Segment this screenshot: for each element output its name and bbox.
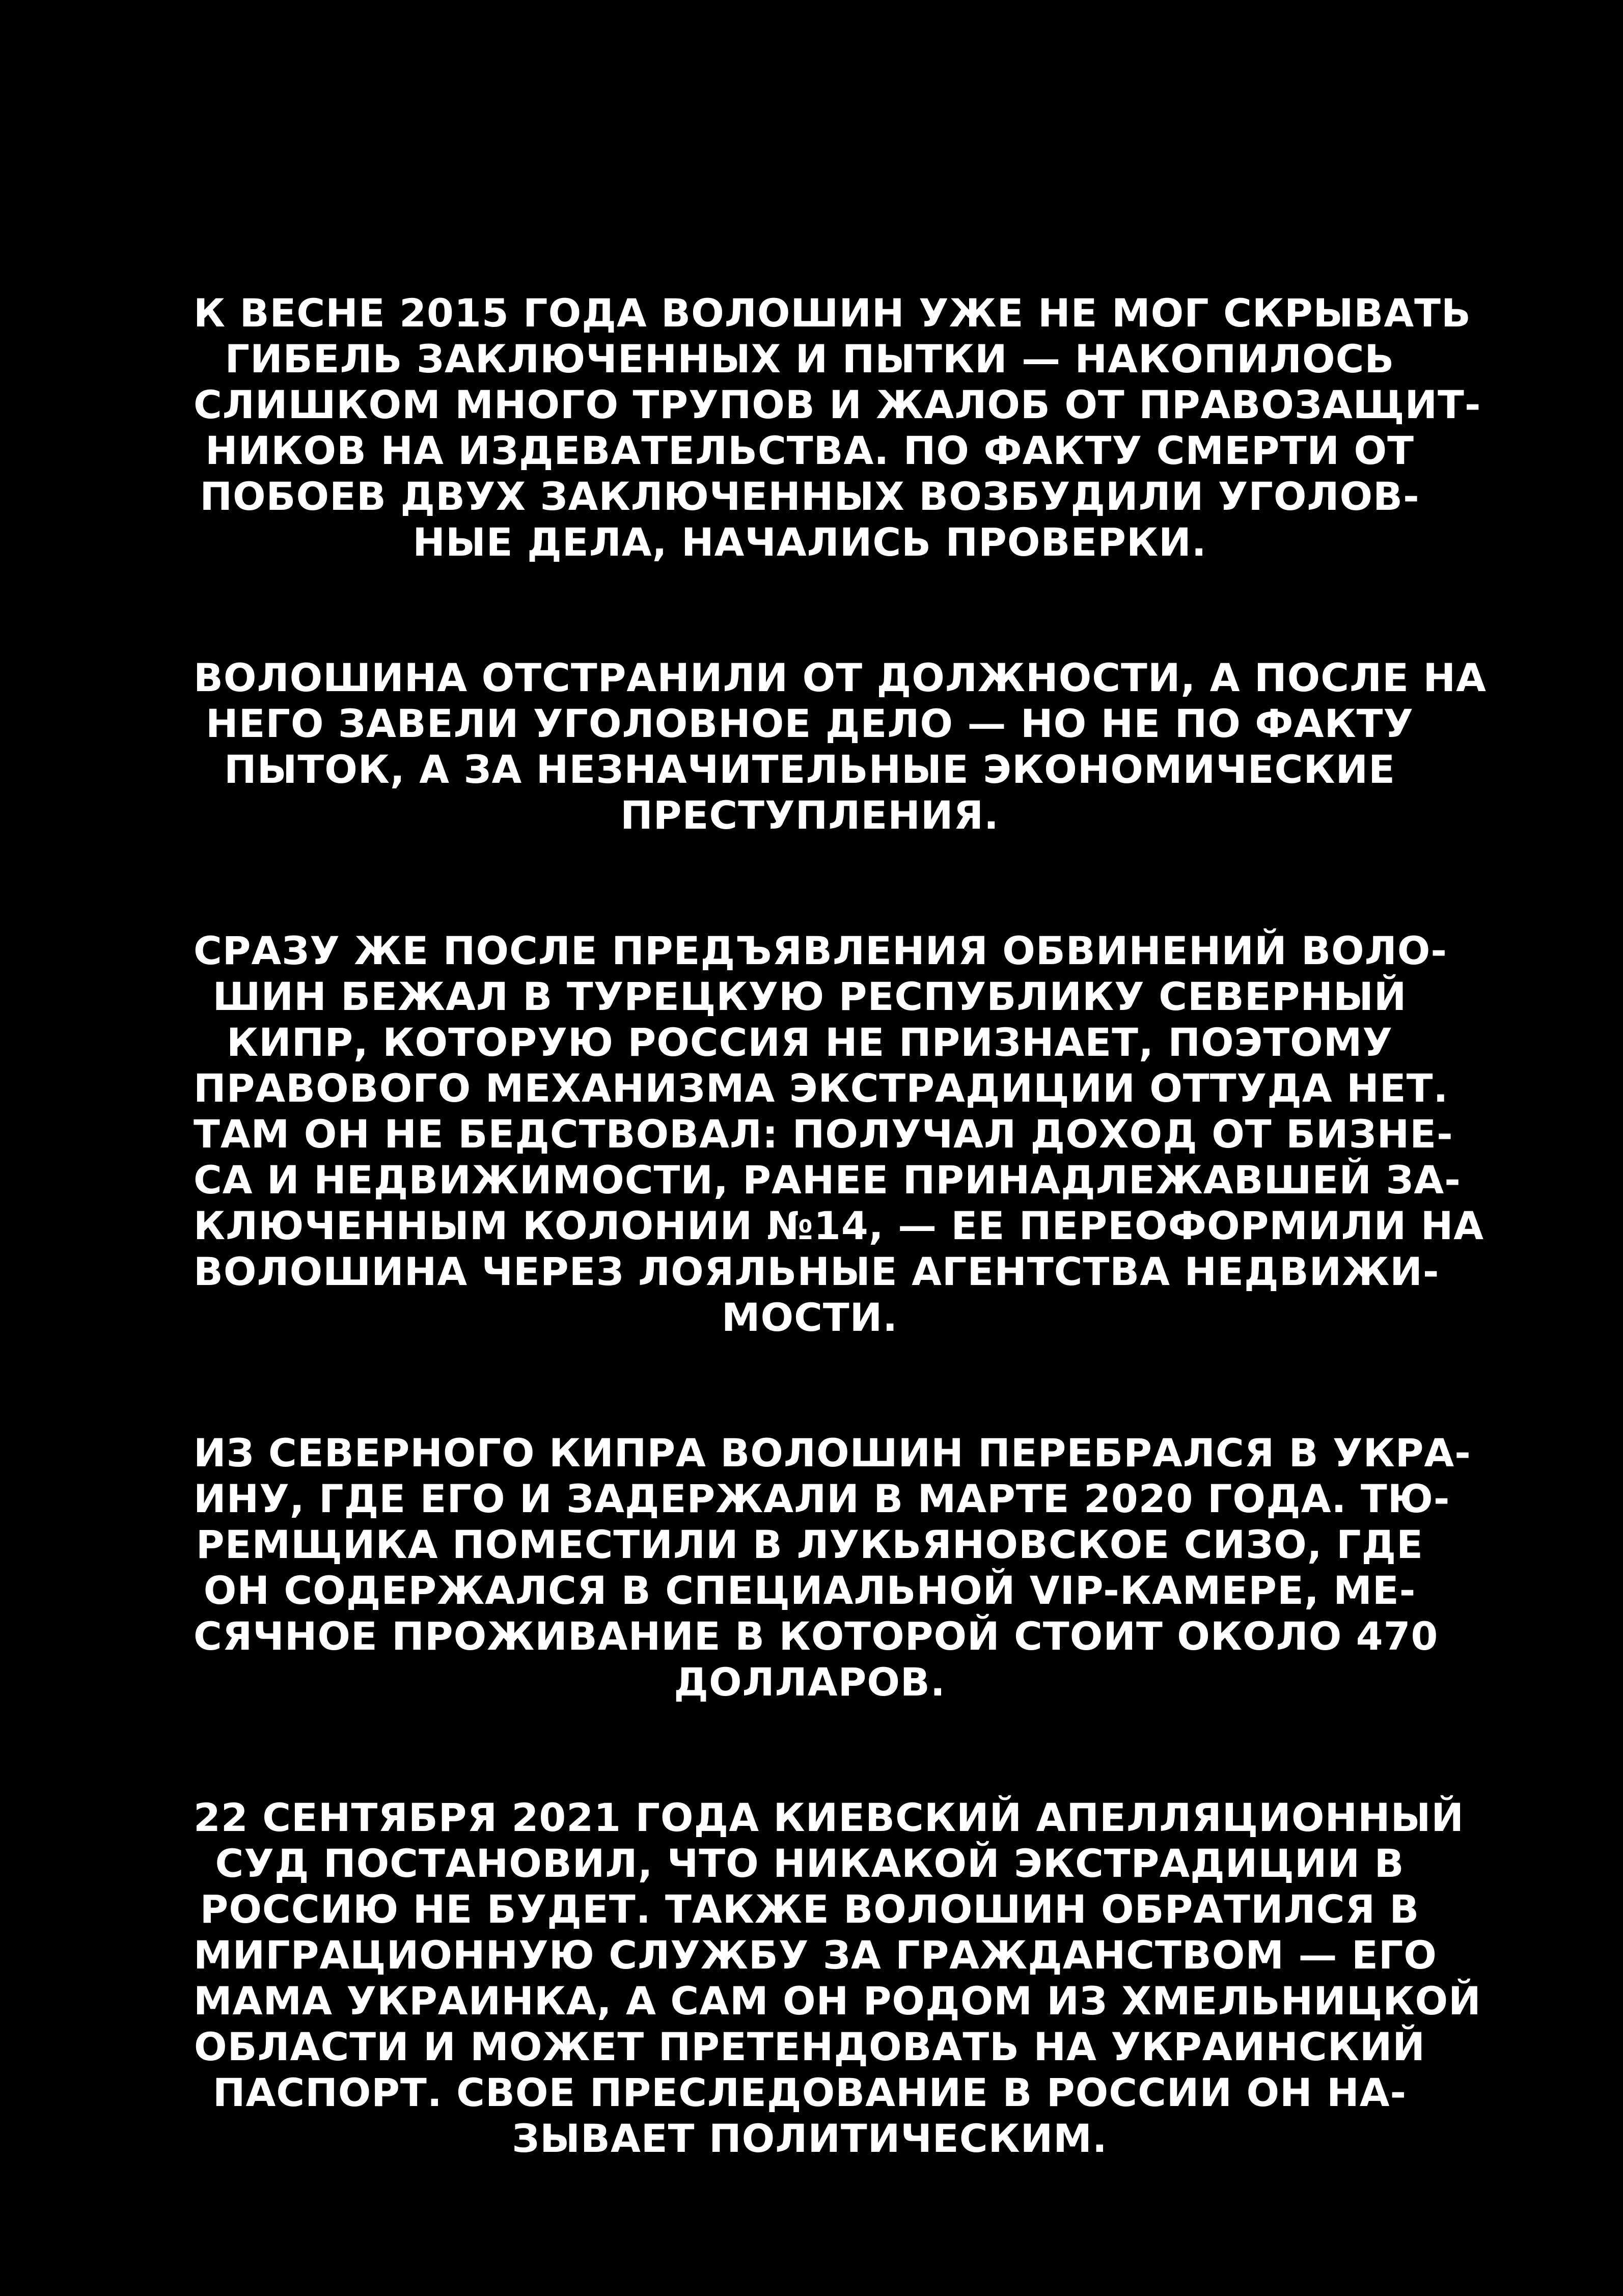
text-line: НЕГО ЗАВЕЛИ УГОЛОВНОЕ ДЕЛО — НО НЕ ПО ФАКТУ (205, 701, 1414, 746)
paragraph-1 (194, 290, 1481, 565)
text-line: ИНУ, ГДЕ ЕГО И ЗАДЕРЖАЛИ В МАРТЕ 2020 ГОДА. ТЮ- (194, 1476, 1450, 1521)
text-line: ПРЕСТУПЛЕНИЯ. (620, 792, 999, 838)
text-line: ДОЛЛАРОВ. (674, 1659, 946, 1705)
paragraph-4 (194, 1430, 1471, 1705)
text-line: СРАЗУ ЖЕ ПОСЛЕ ПРЕДЪЯВЛЕНИЯ ОБВИНЕНИЙ ВОЛО- (194, 928, 1447, 973)
text-line: МАМА УКРАИНКА, А САМ ОН РОДОМ ИЗ ХМЕЛЬНИЦКОЙ (194, 1978, 1481, 2024)
text-line: СЛИШКОМ МНОГО ТРУПОВ И ЖАЛОБ ОТ ПРАВОЗАЩИТ- (194, 382, 1481, 427)
text-line: РОССИЮ НЕ БУДЕТ. ТАКЖЕ ВОЛОШИН ОБРАТИЛСЯ В (200, 1887, 1420, 1932)
text-line: СА И НЕДВИЖИМОСТИ, РАНЕЕ ПРИНАДЛЕЖАВШЕЙ ЗА- (194, 1157, 1461, 1202)
text-line: ИЗ СЕВЕРНОГО КИПРА ВОЛОШИН ПЕРЕБРАЛСЯ В УКРА- (194, 1430, 1471, 1475)
text-line: НЫЕ ДЕЛА, НАЧАЛИСЬ ПРОВЕРКИ. (412, 520, 1207, 565)
text-line: 22 СЕНТЯБРЯ 2021 ГОДА КИЕВСКИЙ АПЕЛЛЯЦИОННЫЙ (194, 1795, 1464, 1840)
paragraph-2 (194, 655, 1487, 838)
text-line: ВОЛОШИНА ОТСТРАНИЛИ ОТ ДОЛЖНОСТИ, А ПОСЛЕ НА (194, 655, 1487, 700)
text-line: КЛЮЧЕННЫМ КОЛОНИИ №14, — ЕЕ ПЕРЕОФОРМИЛИ НА (194, 1203, 1484, 1248)
text-line: СЯЧНОЕ ПРОЖИВАНИЕ В КОТОРОЙ СТОИТ ОКОЛО 470 (194, 1614, 1439, 1659)
text-line: НИКОВ НА ИЗДЕВАТЕЛЬСТВА. ПО ФАКТУ СМЕРТИ ОТ (205, 428, 1414, 473)
text-line: СУД ПОСТАНОВИЛ, ЧТО НИКАКОЙ ЭКСТРАДИЦИИ В (215, 1841, 1405, 1886)
text-line: ПЫТОК, А ЗА НЕЗНАЧИТЕЛЬНЫЕ ЭКОНОМИЧЕСКИЕ (224, 747, 1395, 792)
text-line: МИГРАЦИОННУЮ СЛУЖБУ ЗА ГРАЖДАНСТВОМ — ЕГО (194, 1932, 1437, 1978)
paragraph-5 (194, 1795, 1481, 2162)
text-line: ОБЛАСТИ И МОЖЕТ ПРЕТЕНДОВАТЬ НА УКРАИНСКИЙ (194, 2024, 1425, 2069)
text-line: МОСТИ. (721, 1295, 898, 1340)
paragraph-3 (194, 928, 1484, 1341)
narration-text-block (194, 290, 1487, 2162)
text-line: ЗЫВАЕТ ПОЛИТИЧЕСКИМ. (512, 2116, 1108, 2161)
text-line: ШИН БЕЖАЛ В ТУРЕЦКУЮ РЕСПУБЛИКУ СЕВЕРНЫЙ (212, 974, 1407, 1019)
text-line: КИПР, КОТОРУЮ РОССИЯ НЕ ПРИЗНАЕТ, ПОЭТОМУ (226, 1020, 1393, 1065)
text-line: ПАСПОРТ. СВОЕ ПРЕСЛЕДОВАНИЕ В РОССИИ ОН НА- (212, 2070, 1407, 2115)
text-line: ПОБОЕВ ДВУХ ЗАКЛЮЧЕННЫХ ВОЗБУДИЛИ УГОЛОВ- (200, 474, 1420, 519)
text-line: ГИБЕЛЬ ЗАКЛЮЧЕННЫХ И ПЫТКИ — НАКОПИЛОСЬ (225, 336, 1395, 381)
text-line: РЕМЩИКА ПОМЕСТИЛИ В ЛУКЬЯНОВСКОЕ СИЗО, ГДЕ (196, 1522, 1424, 1567)
text-line: ПРАВОВОГО МЕХАНИЗМА ЭКСТРАДИЦИИ ОТТУДА НЕТ. (194, 1065, 1449, 1111)
text-line: ВОЛОШИНА ЧЕРЕЗ ЛОЯЛЬНЫЕ АГЕНТСТВА НЕДВИЖИ- (194, 1249, 1440, 1294)
text-line: ТАМ ОН НЕ БЕДСТВОВАЛ: ПОЛУЧАЛ ДОХОД ОТ БИЗНЕ- (194, 1111, 1453, 1157)
text-line: К ВЕСНЕ 2015 ГОДА ВОЛОШИН УЖЕ НЕ МОГ СКРЫВАТЬ (194, 290, 1471, 336)
text-line: ОН СОДЕРЖАЛСЯ В СПЕЦИАЛЬНОЙ VIP-КАМЕРЕ, МЕ- (203, 1568, 1416, 1613)
